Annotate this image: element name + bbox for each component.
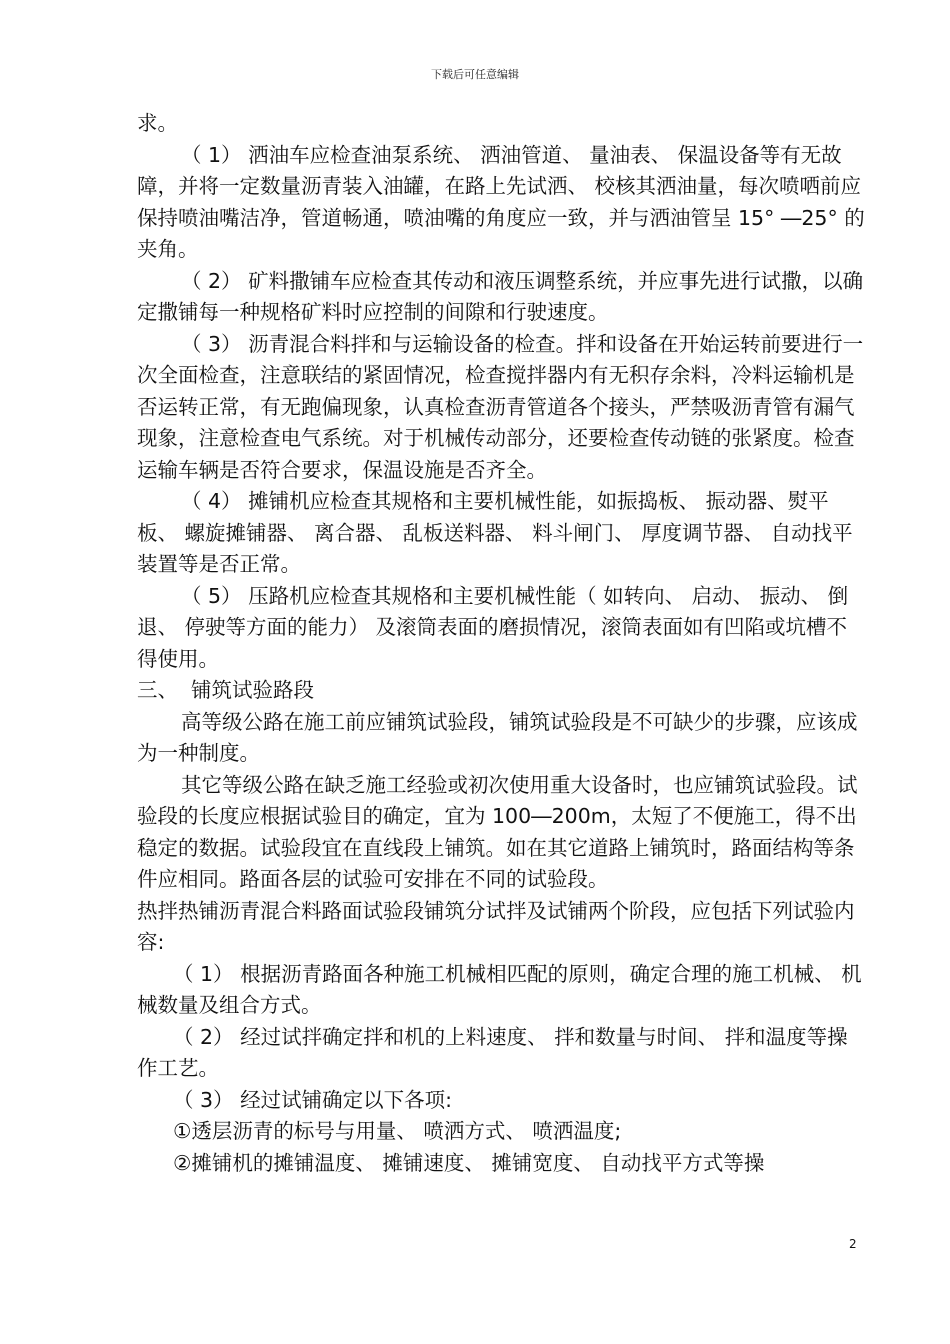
list-item-circled-2: ②摊铺机的摊铺温度、 摊铺速度、 摊铺宽度、 自动找平方式等操 bbox=[173, 1150, 765, 1175]
list-item-circled-1: ①透层沥青的标号与用量、 喷洒方式、 喷洒温度; bbox=[173, 1119, 622, 1143]
paragraph-other-highway: 其它等级公路在缺乏施工经验或初次使用重大设备时，也应铺筑试验段。试验段的长度应根据试验目的确定，宜为 100―200m，太短了不便施工，得不出稳定的数据。试验段宜在直线段上铺筑。如在其它道路上铺筑时，路面结构等条件应相同。路面各层的试验可安排在不同的试验段。 bbox=[137, 772, 858, 891]
paragraph-test-2: （ 2） 经过试拌确定拌和机的上料速度、 拌和数量与时间、 拌和温度等操作工艺。 bbox=[137, 1024, 848, 1080]
page-header: 下载后可任意编辑 bbox=[431, 68, 519, 81]
document-body bbox=[137, 108, 865, 1179]
paragraph-highway: 高等级公路在施工前应铺筑试验段，铺筑试验段是不可缺少的步骤，应该成为一种制度。 bbox=[137, 709, 858, 765]
paragraph-item-1: （ 1） 洒油车应检查油泵系统、 洒油管道、 量油表、 保温设备等有无故障，并将一定数量沥青装入油罐，在路上先试洒、 校核其洒油量，每次喷哂前应保持喷油嘴洁净，管道畅通，喷油嘴的角度应一致，并与洒油管呈 15° ―25° 的夹角。 bbox=[137, 142, 865, 261]
paragraph-item-5: （ 5） 压路机应检查其规格和主要机械性能（ 如转向、 启动、 振动、 倒退、 停驶等方面的能力） 及滚筒表面的磨损情况，滚筒表面如有凹陷或坑槽不得使用。 bbox=[137, 583, 849, 671]
paragraph-test-3: （ 3） 经过试铺确定以下各项: bbox=[173, 1087, 452, 1112]
paragraph-item-2: （ 2） 矿料撒铺车应检查其传动和液压调整系统，并应事先进行试撒，以确定撒铺每一种规格矿料时应控制的间隙和行驶速度。 bbox=[137, 268, 864, 324]
paragraph-hot-mix: 热拌热铺沥青混合料路面试验段铺筑分试拌及试铺两个阶段，应包括下列试验内容: bbox=[137, 898, 855, 954]
page-number: 2 bbox=[849, 1237, 857, 1251]
section-heading-3: 三、 铺筑试验路段 bbox=[137, 678, 315, 702]
paragraph-continuation: 求。 bbox=[137, 111, 178, 135]
paragraph-test-1: （ 1） 根据沥青路面各种施工机械相匹配的原则，确定合理的施工机械、 机械数量及组合方式。 bbox=[137, 961, 862, 1017]
paragraph-item-4: （ 4） 摊铺机应检查其规格和主要机械性能，如振捣板、 振动器、熨平板、 螺旋摊铺器、 离合器、 乱板送料器、 料斗闸门、 厚度调节器、 自动找平装置等是否正常。 bbox=[137, 489, 853, 576]
paragraph-item-3: （ 3） 沥青混合料拌和与运输设备的检查。拌和设备在开始运转前要进行一次全面检查，注意联结的紧固情况，检查搅拌器内有无积存余料，冷料运输机是否运转正常，有无跑偏现象，认真检查沥青管道各个接头，严禁吸沥青管有漏气现象，注意检查电气系统。对于机械传动部分，还要检查传动链的张紧度。检查运输车辆是否符合要求，保温设施是否齐全。 bbox=[137, 331, 864, 482]
